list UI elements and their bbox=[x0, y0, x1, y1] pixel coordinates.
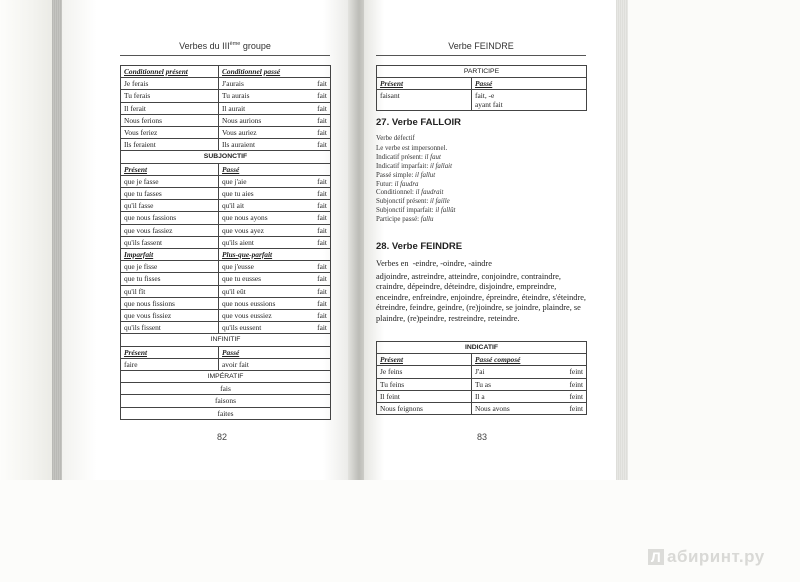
table-header-row bbox=[121, 346, 331, 358]
table-row: Il feint Il a feint bbox=[377, 390, 587, 402]
table-row: Il ferait Il aurait fait bbox=[121, 102, 331, 114]
table-row: que tu fisses que tu eusses fait bbox=[121, 273, 331, 285]
table-row: faisant fait, -e ayant fait bbox=[377, 90, 587, 111]
falloir-line: Futur: il faudra bbox=[376, 180, 419, 188]
section-27-title: 27. Verbe FALLOIR bbox=[376, 117, 461, 128]
table-row: qu'ils fassent qu'ils aient fait bbox=[121, 236, 331, 248]
table-row: Tu feins Tu as feint bbox=[377, 378, 587, 390]
table-row: Je ferais J'aurais fait bbox=[121, 78, 331, 90]
table-row: faire avoir fait bbox=[121, 358, 331, 370]
watermark-mark: Л bbox=[648, 549, 664, 565]
indicatif-table bbox=[376, 341, 587, 415]
column-header: Conditionnel passé bbox=[219, 66, 331, 78]
table-row: que vous fissiez que vous eussiez fait bbox=[121, 310, 331, 322]
falloir-line: Indicatif imparfait: il fallait bbox=[376, 162, 452, 170]
column-header: Présent bbox=[121, 346, 219, 358]
falloir-line: Conditionnel: il faudrait bbox=[376, 189, 444, 197]
table-row: Nous feignons Nous avons feint bbox=[377, 403, 587, 415]
table-header-row bbox=[377, 354, 587, 366]
section-title-row bbox=[121, 371, 331, 383]
table-header-row bbox=[121, 163, 331, 175]
section-28-title: 28. Verbe FEINDRE bbox=[376, 241, 463, 252]
participe-title: PARTICIPE bbox=[377, 66, 587, 78]
falloir-line: Le verbe est impersonnel. bbox=[376, 144, 448, 152]
column-header: Passé bbox=[219, 163, 331, 175]
column-header: Conditionnel présent bbox=[121, 66, 219, 78]
left-page-number: 82 bbox=[217, 432, 228, 442]
section-title-row bbox=[377, 66, 587, 78]
table-header-row bbox=[121, 66, 331, 78]
infinitif-title: INFINITIF bbox=[121, 334, 331, 346]
watermark-logo bbox=[648, 547, 765, 567]
table-row: Ils feraient Ils auraient fait bbox=[121, 139, 331, 151]
table-row: qu'il fasse qu'il ait fait bbox=[121, 200, 331, 212]
falloir-description bbox=[376, 135, 591, 225]
table-row: fais bbox=[121, 383, 331, 395]
falloir-line: Subjonctif imparfait: il fallût bbox=[376, 207, 456, 215]
column-header: Présent bbox=[377, 78, 472, 90]
column-header: Présent bbox=[121, 163, 219, 175]
table-row: Tu ferais Tu aurais fait bbox=[121, 90, 331, 102]
feindre-verb-list: adjoindre, astreindre, atteindre, conjoindre, contraindre, craindre, dépeindre, déteindre, disjoindre, empreindre, enceindre, enfreindre, enjoindre, épreindre, éteindre, s'éteindre, étreindre, feindre, geindre, (re)joindre, se joindre, plaindre, se plaindre, (re)peindre, restreindre, reteindre. bbox=[376, 272, 586, 323]
feindre-intro: Verbes en -eindre, -oindre, -aindre bbox=[376, 259, 492, 268]
falloir-line: Verbe défectif bbox=[376, 135, 415, 142]
section-title-row bbox=[121, 151, 331, 163]
table-row: que nous fissions que nous eussions fait bbox=[121, 297, 331, 309]
column-header: Présent bbox=[377, 354, 472, 366]
table-row: Je feins J'ai feint bbox=[377, 366, 587, 378]
table-row: que je fasse que j'aie fait bbox=[121, 175, 331, 187]
participe-table bbox=[376, 65, 587, 111]
section-title-row bbox=[377, 342, 587, 354]
table-row: que nous fassions que nous ayons fait bbox=[121, 212, 331, 224]
right-running-header: Verbe FEINDRE bbox=[448, 41, 514, 51]
table-row: qu'il fît qu'il eût fait bbox=[121, 285, 331, 297]
table-row: que vous fassiez que vous ayez fait bbox=[121, 224, 331, 236]
right-header-rule bbox=[376, 55, 586, 56]
table-row: faisons bbox=[121, 395, 331, 407]
table-row: que tu fasses que tu aies fait bbox=[121, 188, 331, 200]
imperatif-title: IMPÉRATIF bbox=[121, 371, 331, 383]
column-header: Passé composé bbox=[472, 354, 587, 366]
table-header-row bbox=[377, 78, 587, 90]
table-row: qu'ils fissent qu'ils eussent fait bbox=[121, 322, 331, 334]
table-row: faites bbox=[121, 407, 331, 419]
table-row: Nous ferions Nous aurions fait bbox=[121, 114, 331, 126]
falloir-line: Indicatif présent: il faut bbox=[376, 153, 441, 161]
subjonctif-title: SUBJONCTIF bbox=[121, 151, 331, 163]
falloir-line: Subjonctif présent: il faille bbox=[376, 198, 450, 206]
falloir-line: Passé simple: il fallut bbox=[376, 171, 436, 179]
left-conjugation-table bbox=[120, 65, 331, 420]
section-title-row bbox=[121, 334, 331, 346]
column-header: Plus-que-parfait bbox=[219, 249, 331, 261]
column-header: Passé bbox=[219, 346, 331, 358]
left-running-header: Verbes du IIIème groupe bbox=[179, 41, 271, 51]
falloir-line: Participe passé: fallu bbox=[376, 216, 434, 224]
right-page-number: 83 bbox=[477, 432, 488, 442]
page-stack-edge bbox=[52, 0, 62, 480]
left-header-rule bbox=[120, 55, 330, 56]
watermark-text: абиринт.ру bbox=[667, 547, 765, 566]
table-row: Vous feriez Vous auriez fait bbox=[121, 127, 331, 139]
table-header-row bbox=[121, 249, 331, 261]
column-header: Imparfait bbox=[121, 249, 219, 261]
right-page-edge bbox=[616, 0, 628, 480]
column-header: Passé bbox=[472, 78, 587, 90]
table-row: que je fisse que j'eusse fait bbox=[121, 261, 331, 273]
indicatif-title: INDICATIF bbox=[377, 342, 587, 354]
